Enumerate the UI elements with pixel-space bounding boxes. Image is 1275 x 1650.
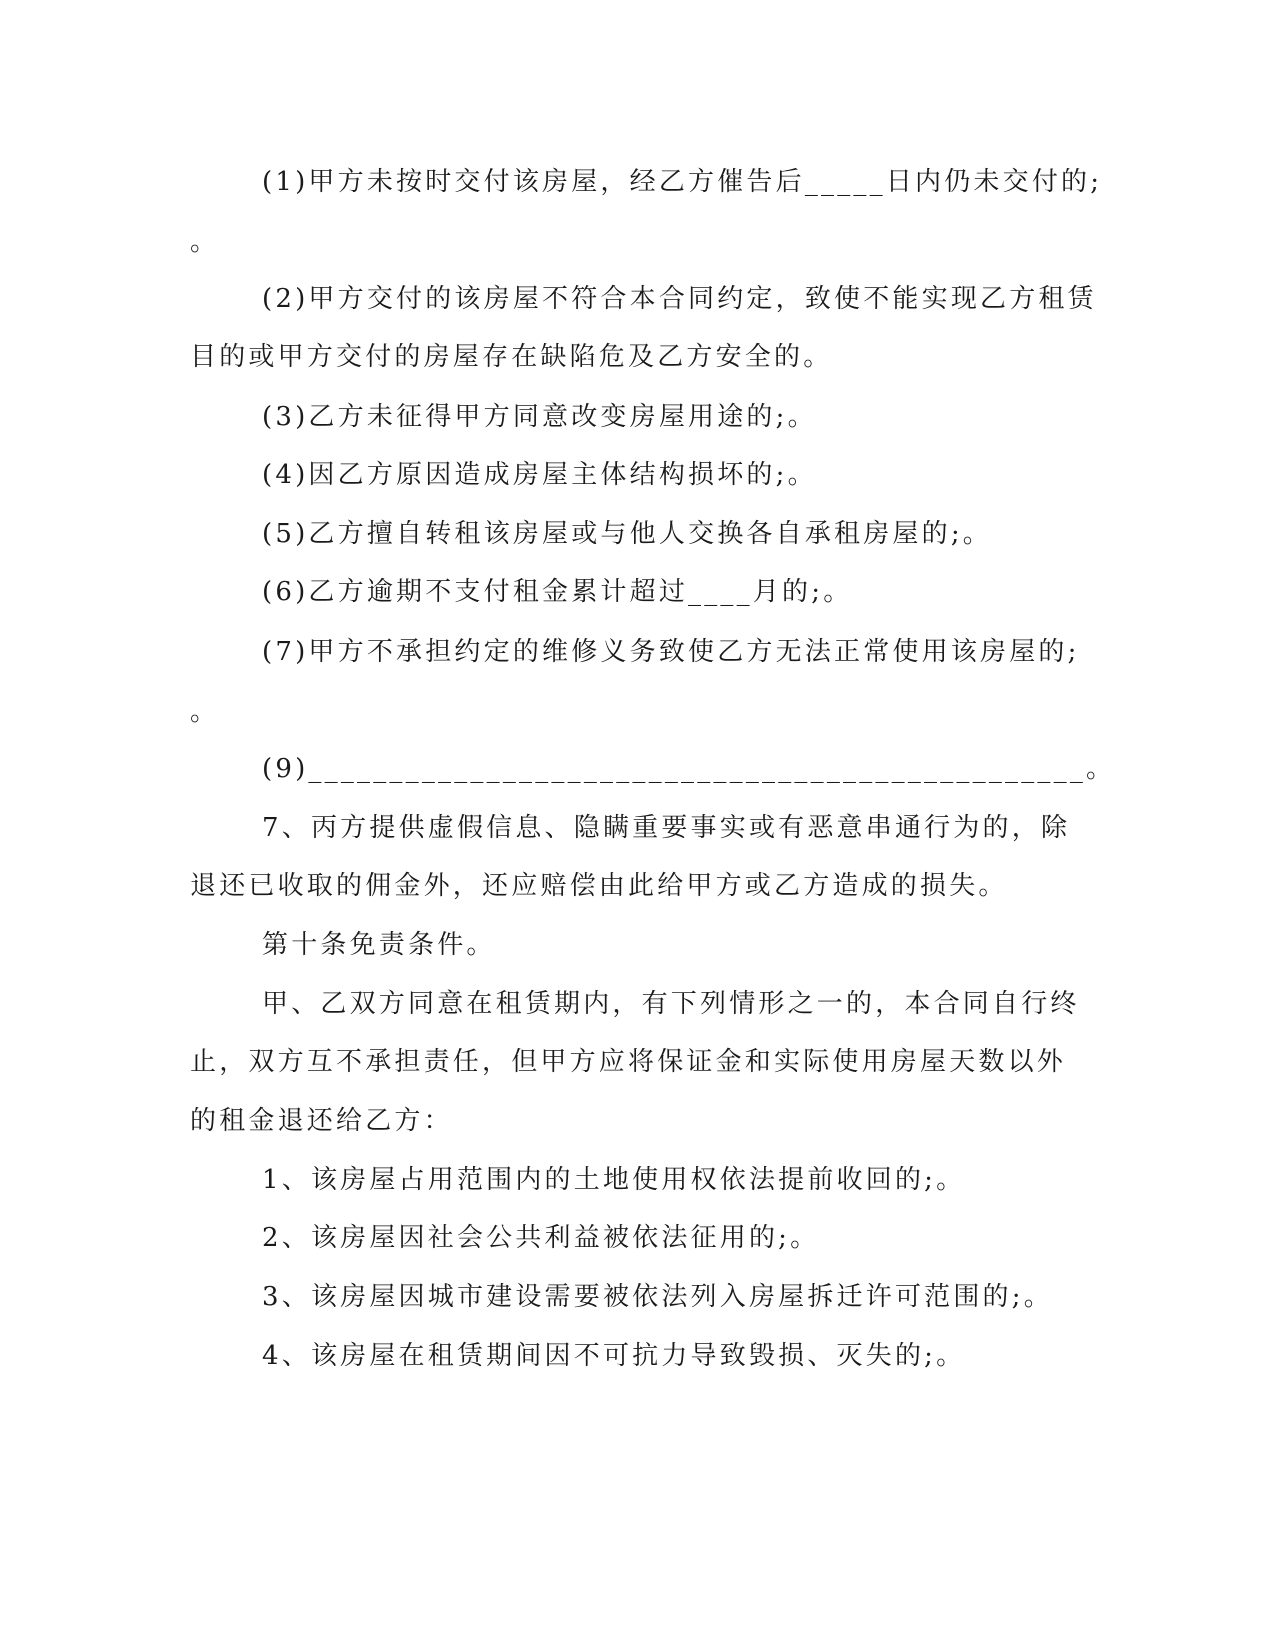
clause-7-end: 。 xyxy=(190,697,220,727)
paragraph-7: 7、丙方提供虚假信息、隐瞒重要事实或有恶意串通行为的，除 xyxy=(262,813,1071,843)
clause-7: (7)甲方不承担约定的维修义务致使乙方无法正常使用该房屋的; xyxy=(262,637,1080,667)
clause-5: (5)乙方擅自转租该房屋或与他人交换各自承租房屋的;。 xyxy=(262,519,992,549)
clause-2: (2)甲方交付的该房屋不符合本合同约定，致使不能实现乙方租赁 xyxy=(262,284,1097,314)
paragraph-7-cont: 退还已收取的佣金外，还应赔偿由此给甲方或乙方造成的损失。 xyxy=(190,871,1008,901)
exemption-3: 3、该房屋因城市建设需要被依法列入房屋拆迁许可范围的;。 xyxy=(262,1282,1053,1312)
article-10-intro: 甲、乙双方同意在租赁期内，有下列情形之一的，本合同自行终 xyxy=(262,989,1080,1019)
exemption-4: 4、该房屋在租赁期间因不可抗力导致毁损、灭失的;。 xyxy=(262,1341,966,1371)
article-10-heading: 第十条免责条件。 xyxy=(262,930,496,960)
exemption-2: 2、该房屋因社会公共利益被依法征用的;。 xyxy=(262,1223,820,1253)
clause-9: (9)________________________________________________。 xyxy=(262,754,1116,784)
clause-1-end: 。 xyxy=(190,227,220,257)
clause-2-cont: 目的或甲方交付的房屋存在缺陷危及乙方安全的。 xyxy=(190,342,833,372)
article-10-intro-cont-2: 的租金退还给乙方： xyxy=(190,1106,453,1136)
clause-3: (3)乙方未征得甲方同意改变房屋用途的;。 xyxy=(262,402,817,432)
clause-6: (6)乙方逾期不支付租金累计超过____月的;。 xyxy=(262,577,853,607)
clause-1: (1)甲方未按时交付该房屋，经乙方催告后_____日内仍未交付的; xyxy=(262,167,1103,197)
exemption-1: 1、该房屋占用范围内的土地使用权依法提前收回的;。 xyxy=(262,1165,966,1195)
article-10-intro-cont-1: 止，双方互不承担责任，但甲方应将保证金和实际使用房屋天数以外 xyxy=(190,1047,1067,1077)
clause-4: (4)因乙方原因造成房屋主体结构损坏的;。 xyxy=(262,460,817,490)
